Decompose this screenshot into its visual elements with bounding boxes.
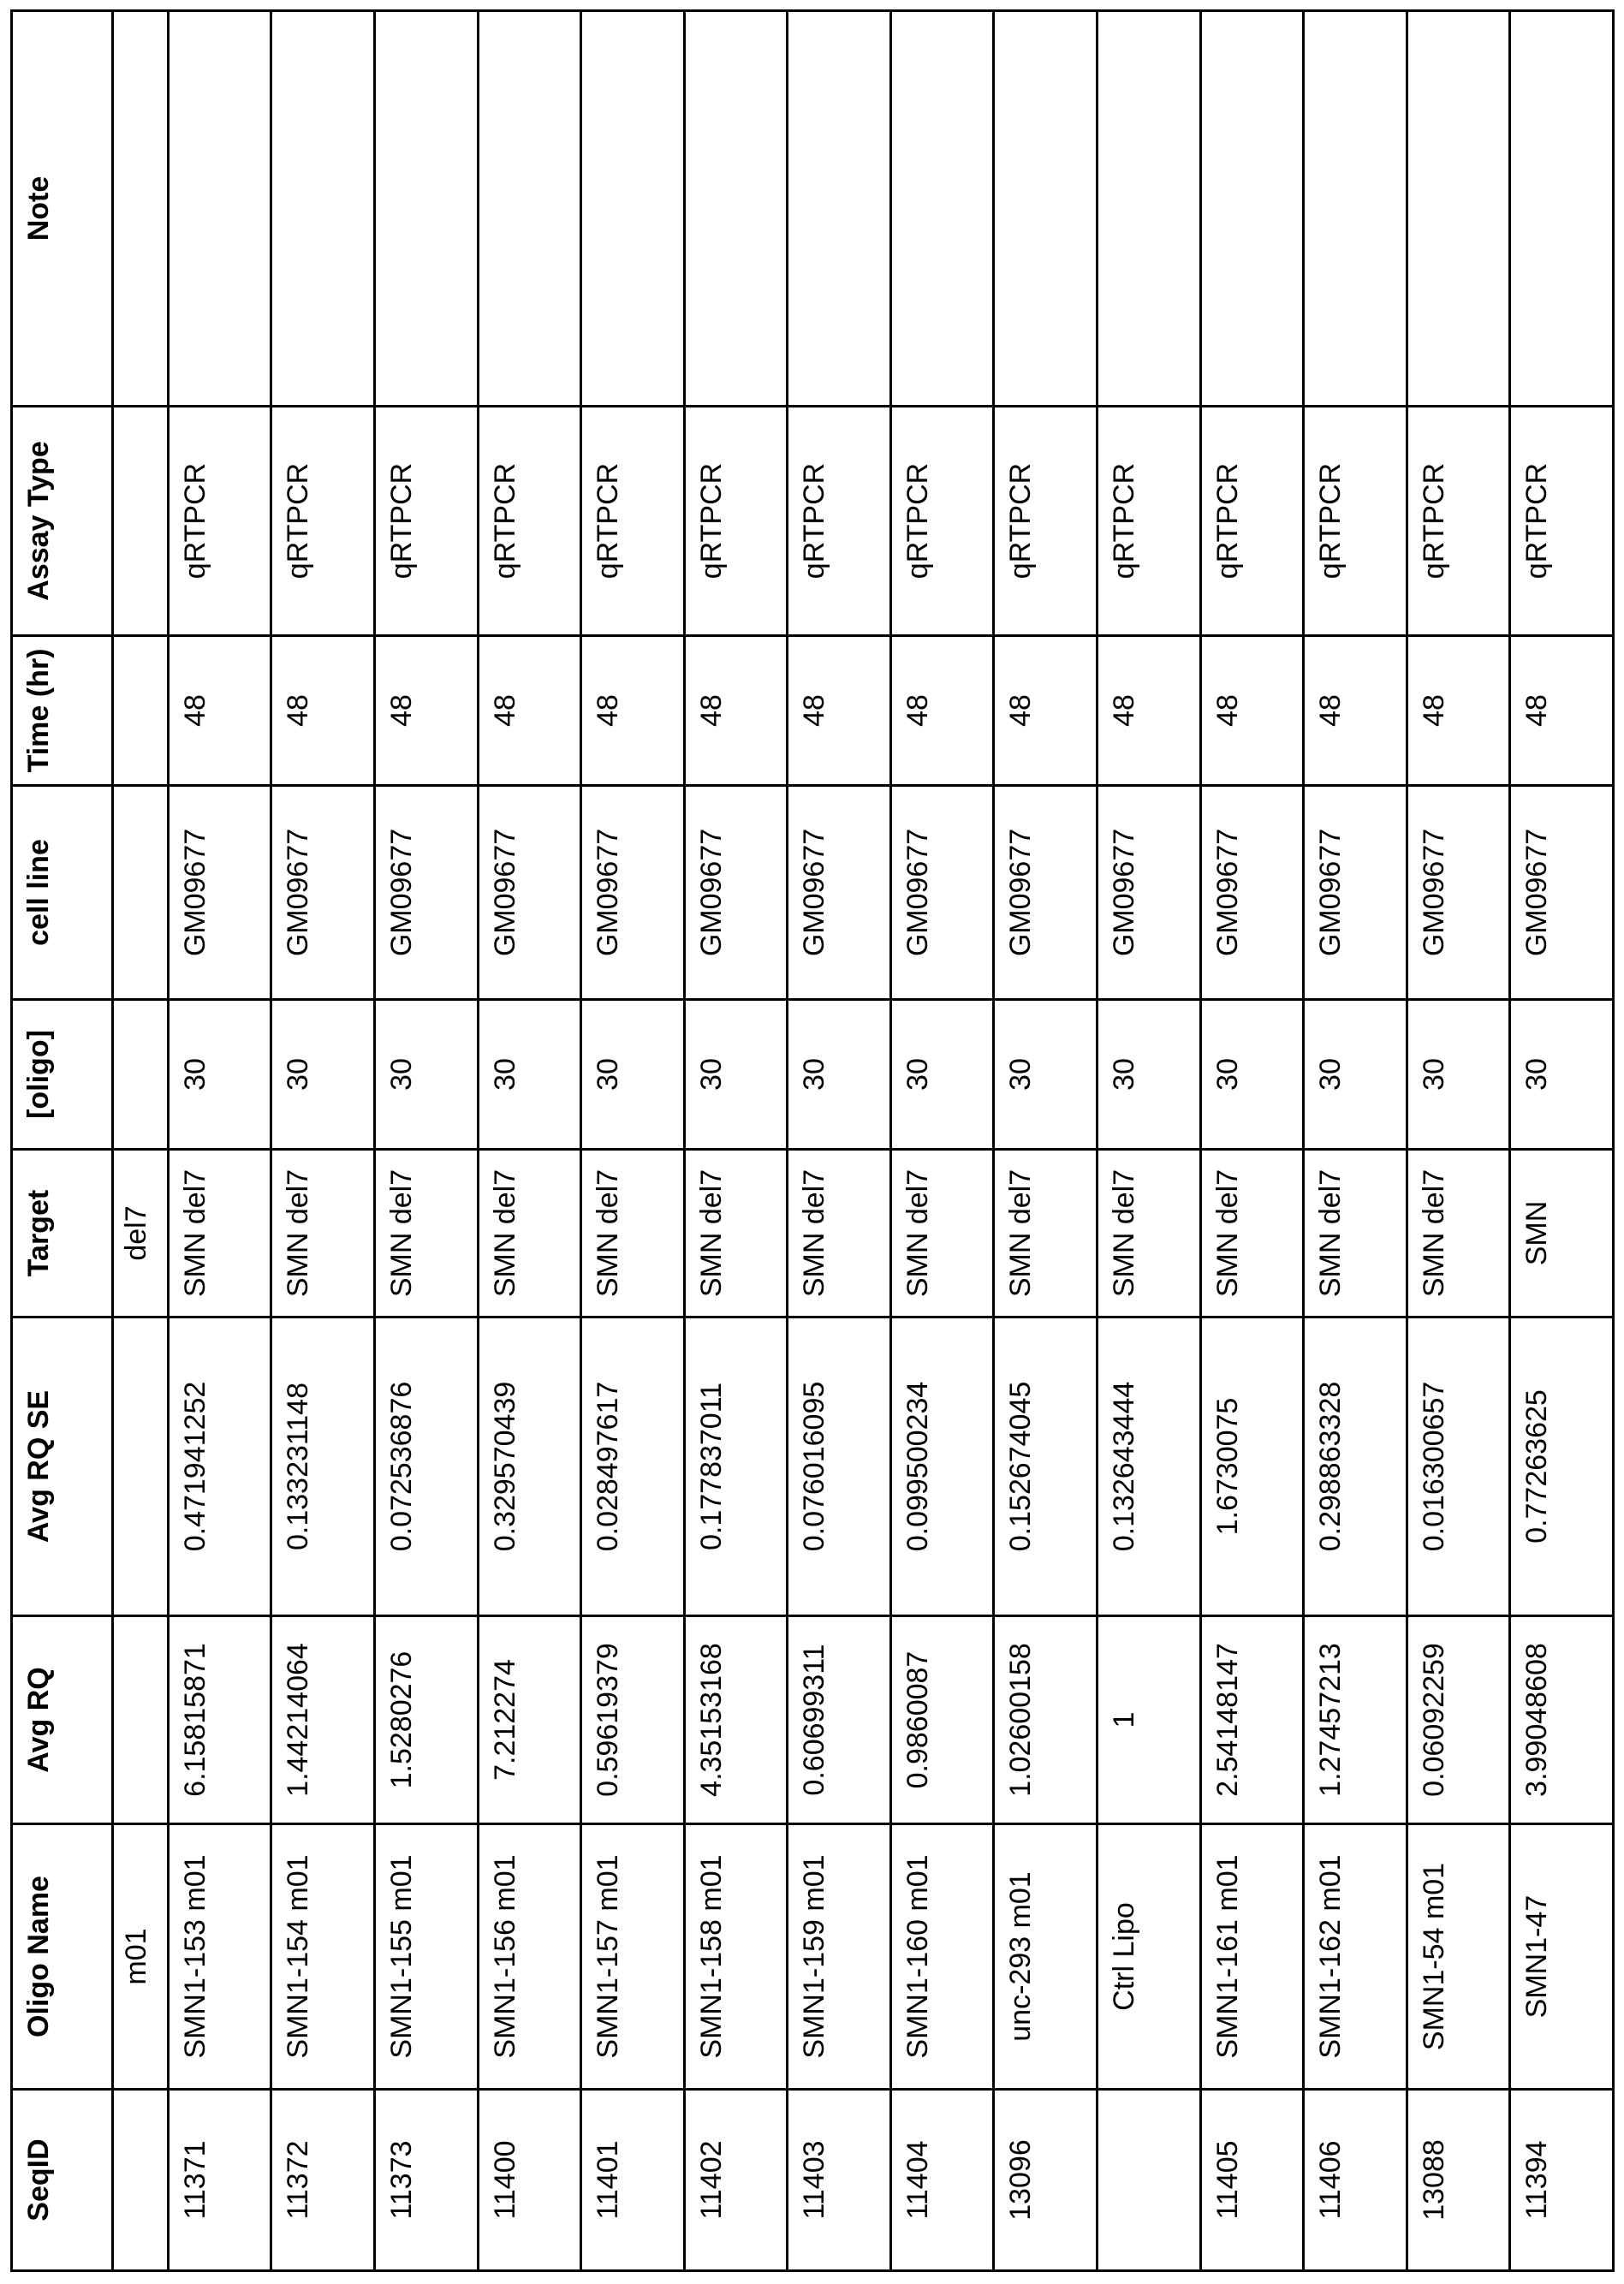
cell-oligo-name: SMN1-157 m01	[581, 1824, 685, 2090]
cell-target: SMN del7	[1200, 1150, 1304, 1317]
cell-avg-rq	[113, 1616, 169, 1824]
cell-avg-rq: 1	[1098, 1616, 1201, 1824]
cell-assay-type	[113, 407, 169, 636]
cell-time-hr: 48	[1200, 636, 1304, 786]
cell-note	[375, 11, 479, 407]
cell-avg-rq: 4.35153168	[684, 1616, 788, 1824]
cell-avg-rq: 0.9860087	[890, 1616, 994, 1824]
cell-seqid: 11400	[478, 2090, 581, 2271]
cell-time-hr: 48	[890, 636, 994, 786]
cell-note	[994, 11, 1098, 407]
cell-assay-type: qRTPCR	[1510, 407, 1614, 636]
column-header-oligo-name: Oligo Name	[12, 1824, 113, 2090]
cell-target: SMN del7	[168, 1150, 271, 1317]
cell-note	[478, 11, 581, 407]
cell-oligo-name: SMN1-153 m01	[168, 1824, 271, 2090]
cell-seqid: 11394	[1510, 2090, 1614, 2271]
table-row	[581, 11, 685, 2271]
cell-cell-line: GM09677	[1098, 786, 1201, 1000]
column-header-seqid: SeqID	[12, 2090, 113, 2271]
cell-cell-line: GM09677	[271, 786, 375, 1000]
cell-oligo-conc: 30	[478, 1000, 581, 1150]
cell-target: SMN del7	[788, 1150, 891, 1317]
cell-cell-line: GM09677	[684, 786, 788, 1000]
table-row	[1200, 11, 1304, 2271]
cell-oligo-name: SMN1-47	[1510, 1824, 1614, 2090]
cell-oligo-name: m01	[113, 1824, 169, 2090]
cell-avg-rq-se: 0.329570439	[478, 1317, 581, 1616]
cell-note	[1407, 11, 1510, 407]
column-header-target: Target	[12, 1150, 113, 1317]
cell-target: SMN del7	[375, 1150, 479, 1317]
cell-avg-rq: 1.44214064	[271, 1616, 375, 1824]
cell-seqid: 11405	[1200, 2090, 1304, 2271]
cell-note	[1098, 11, 1201, 407]
cell-cell-line	[113, 786, 169, 1000]
column-header-note: Note	[12, 11, 113, 407]
table-row	[168, 11, 271, 2271]
cell-note	[1304, 11, 1407, 407]
cell-avg-rq: 1.5280276	[375, 1616, 479, 1824]
cell-cell-line: GM09677	[375, 786, 479, 1000]
cell-oligo-conc: 30	[1098, 1000, 1201, 1150]
cell-seqid: 11404	[890, 2090, 994, 2271]
cell-assay-type: qRTPCR	[1304, 407, 1407, 636]
cell-time-hr: 48	[788, 636, 891, 786]
cell-assay-type: qRTPCR	[168, 407, 271, 636]
column-header-assay-type: Assay Type	[12, 407, 113, 636]
cell-note	[581, 11, 685, 407]
table-row	[375, 11, 479, 2271]
header-row	[12, 11, 113, 2271]
cell-oligo-conc: 30	[1200, 1000, 1304, 1150]
cell-cell-line: GM09677	[890, 786, 994, 1000]
cell-time-hr: 48	[684, 636, 788, 786]
cell-avg-rq: 0.60699311	[788, 1616, 891, 1824]
cell-assay-type: qRTPCR	[1407, 407, 1510, 636]
cell-avg-rq-se: 0.471941252	[168, 1317, 271, 1616]
table-row	[1098, 11, 1201, 2271]
cell-oligo-conc: 30	[581, 1000, 685, 1150]
cell-note	[271, 11, 375, 407]
cell-target: SMN	[1510, 1150, 1614, 1317]
column-header-time-hr: Time (hr)	[12, 636, 113, 786]
table-row	[1510, 11, 1614, 2271]
cell-target: SMN del7	[1098, 1150, 1201, 1317]
cell-cell-line: GM09677	[1200, 786, 1304, 1000]
table-row	[684, 11, 788, 2271]
table-row	[788, 11, 891, 2271]
cell-oligo-conc: 30	[890, 1000, 994, 1150]
cell-time-hr: 48	[375, 636, 479, 786]
cell-cell-line: GM09677	[788, 786, 891, 1000]
cell-time-hr: 48	[478, 636, 581, 786]
table-row	[271, 11, 375, 2271]
cell-oligo-name: SMN1-54 m01	[1407, 1824, 1510, 2090]
cell-assay-type: qRTPCR	[684, 407, 788, 636]
oligo-results-table	[10, 9, 1615, 2272]
cell-assay-type: qRTPCR	[788, 407, 891, 636]
cell-cell-line: GM09677	[581, 786, 685, 1000]
cell-seqid: 11402	[684, 2090, 788, 2271]
cell-avg-rq-se: 0.177837011	[684, 1317, 788, 1616]
cell-target: SMN del7	[1407, 1150, 1510, 1317]
column-header-avg-rq-se: Avg RQ SE	[12, 1317, 113, 1616]
cell-avg-rq: 0.59619379	[581, 1616, 685, 1824]
cell-target: SMN del7	[684, 1150, 788, 1317]
cell-avg-rq: 6.15815871	[168, 1616, 271, 1824]
cell-note	[1200, 11, 1304, 407]
table-row	[994, 11, 1098, 2271]
cell-seqid: 11373	[375, 2090, 479, 2271]
cell-seqid: 11371	[168, 2090, 271, 2271]
cell-cell-line: GM09677	[1510, 786, 1614, 1000]
cell-time-hr: 48	[581, 636, 685, 786]
cell-avg-rq-se: 0.298863328	[1304, 1317, 1407, 1616]
cell-oligo-conc: 30	[271, 1000, 375, 1150]
cell-seqid: 13096	[994, 2090, 1098, 2271]
cell-oligo-name: SMN1-162 m01	[1304, 1824, 1407, 2090]
cell-assay-type: qRTPCR	[271, 407, 375, 636]
cell-cell-line: GM09677	[1304, 786, 1407, 1000]
cell-seqid: 11401	[581, 2090, 685, 2271]
cell-seqid: 13088	[1407, 2090, 1510, 2271]
cell-seqid: 11403	[788, 2090, 891, 2271]
cell-oligo-conc: 30	[375, 1000, 479, 1150]
cell-time-hr: 48	[271, 636, 375, 786]
cell-oligo-conc	[113, 1000, 169, 1150]
cell-oligo-name: SMN1-155 m01	[375, 1824, 479, 2090]
cell-oligo-name: unc-293 m01	[994, 1824, 1098, 2090]
cell-note	[113, 11, 169, 407]
cell-seqid: 11406	[1304, 2090, 1407, 2271]
cell-assay-type: qRTPCR	[1200, 407, 1304, 636]
cell-avg-rq-se: 0.076016095	[788, 1317, 891, 1616]
cell-avg-rq-se: 0.133231148	[271, 1317, 375, 1616]
cell-oligo-conc: 30	[684, 1000, 788, 1150]
cell-assay-type: qRTPCR	[375, 407, 479, 636]
cell-target: SMN del7	[890, 1150, 994, 1317]
cell-assay-type: qRTPCR	[890, 407, 994, 636]
cell-oligo-name: Ctrl Lipo	[1098, 1824, 1201, 2090]
cell-seqid: 11372	[271, 2090, 375, 2271]
rotated-table-page	[10, 12, 1615, 2272]
cell-time-hr: 48	[168, 636, 271, 786]
cell-avg-rq: 0.06092259	[1407, 1616, 1510, 1824]
cell-avg-rq: 7.212274	[478, 1616, 581, 1824]
cell-oligo-conc: 30	[1304, 1000, 1407, 1150]
cell-cell-line: GM09677	[1407, 786, 1510, 1000]
cell-time-hr: 48	[1407, 636, 1510, 786]
cell-oligo-conc: 30	[994, 1000, 1098, 1150]
cell-avg-rq: 3.99048608	[1510, 1616, 1614, 1824]
cell-time-hr	[113, 636, 169, 786]
cell-target: SMN del7	[478, 1150, 581, 1317]
cell-assay-type: qRTPCR	[1098, 407, 1201, 636]
cell-avg-rq-se: 0.072536876	[375, 1317, 479, 1616]
cell-oligo-name: SMN1-156 m01	[478, 1824, 581, 2090]
cell-target: del7	[113, 1150, 169, 1317]
cell-avg-rq: 2.54148147	[1200, 1616, 1304, 1824]
cell-oligo-name: SMN1-154 m01	[271, 1824, 375, 2090]
cell-note	[684, 11, 788, 407]
cell-note	[788, 11, 891, 407]
cell-assay-type: qRTPCR	[478, 407, 581, 636]
cell-avg-rq-se: 0.028497617	[581, 1317, 685, 1616]
table-row	[1304, 11, 1407, 2271]
cell-avg-rq: 1.27457213	[1304, 1616, 1407, 1824]
cell-assay-type: qRTPCR	[994, 407, 1098, 636]
cell-target: SMN del7	[1304, 1150, 1407, 1317]
cell-avg-rq-se	[113, 1317, 169, 1616]
cell-time-hr: 48	[1098, 636, 1201, 786]
cell-oligo-name: SMN1-159 m01	[788, 1824, 891, 2090]
cell-target: SMN del7	[581, 1150, 685, 1317]
cell-cell-line: GM09677	[478, 786, 581, 1000]
cell-avg-rq-se: 0.132643444	[1098, 1317, 1201, 1616]
cell-oligo-conc: 30	[1510, 1000, 1614, 1150]
cell-note	[1510, 11, 1614, 407]
cell-avg-rq-se: 1.6730075	[1200, 1317, 1304, 1616]
cell-time-hr: 48	[994, 636, 1098, 786]
cell-avg-rq-se: 0.016300657	[1407, 1317, 1510, 1616]
cell-oligo-name: SMN1-161 m01	[1200, 1824, 1304, 2090]
table-row	[478, 11, 581, 2271]
cell-note	[890, 11, 994, 407]
cell-oligo-conc: 30	[788, 1000, 891, 1150]
cell-time-hr: 48	[1510, 636, 1614, 786]
cell-seqid	[1098, 2090, 1201, 2271]
cell-avg-rq-se: 0.152674045	[994, 1317, 1098, 1616]
cell-seqid	[113, 2090, 169, 2271]
cell-avg-rq-se: 0.77263625	[1510, 1317, 1614, 1616]
cell-oligo-conc: 30	[1407, 1000, 1510, 1150]
column-header-cell-line: cell line	[12, 786, 113, 1000]
cell-note	[168, 11, 271, 407]
cell-oligo-conc: 30	[168, 1000, 271, 1150]
cell-oligo-name: SMN1-158 m01	[684, 1824, 788, 2090]
cell-target: SMN del7	[994, 1150, 1098, 1317]
table-row-continued	[113, 11, 169, 2271]
cell-time-hr: 48	[1304, 636, 1407, 786]
cell-cell-line: GM09677	[168, 786, 271, 1000]
cell-assay-type: qRTPCR	[581, 407, 685, 636]
cell-avg-rq: 1.02600158	[994, 1616, 1098, 1824]
table-row	[890, 11, 994, 2271]
cell-oligo-name: SMN1-160 m01	[890, 1824, 994, 2090]
cell-target: SMN del7	[271, 1150, 375, 1317]
table-row	[1407, 11, 1510, 2271]
cell-avg-rq-se: 0.099500234	[890, 1317, 994, 1616]
column-header-oligo-conc: [oligo]	[12, 1000, 113, 1150]
column-header-avg-rq: Avg RQ	[12, 1616, 113, 1824]
cell-cell-line: GM09677	[994, 786, 1098, 1000]
